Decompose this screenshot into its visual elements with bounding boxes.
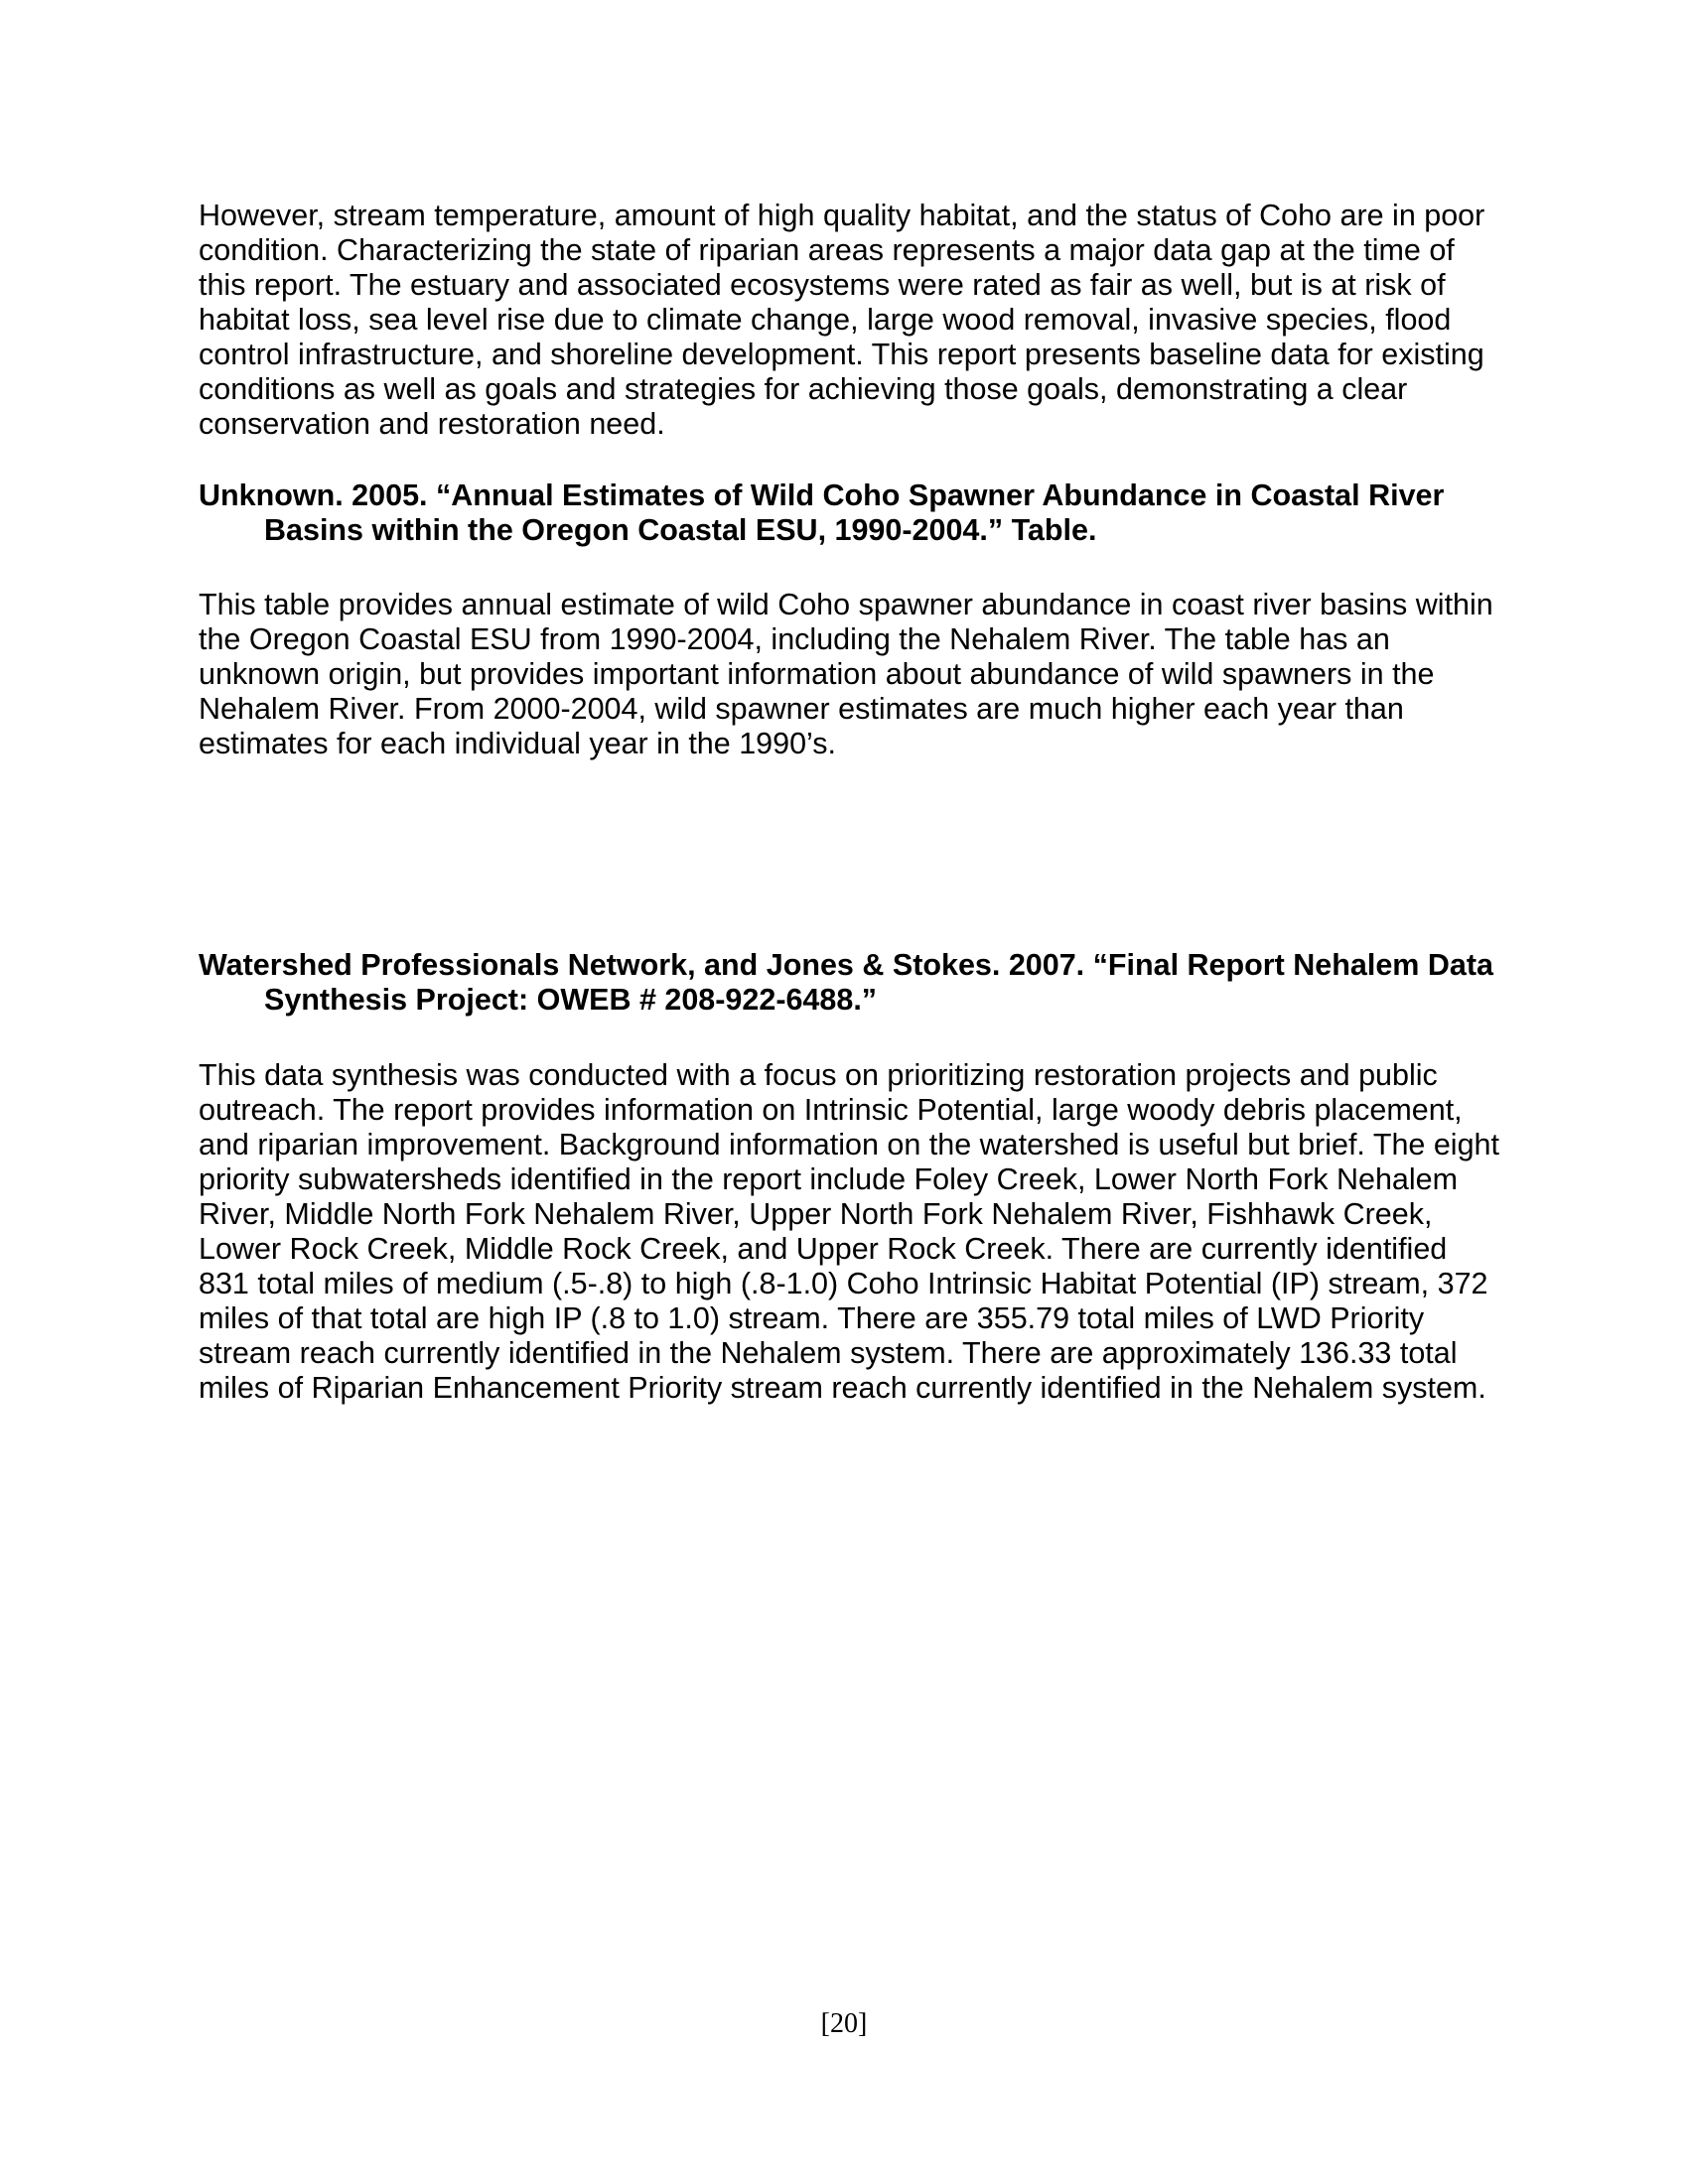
entry-heading-text: Watershed Professionals Network, and Jones & Stokes. 2007. “Final Report Nehalem Data Synthesis Project: OWEB # 208-922-6488.” (199, 948, 1493, 1017)
intro-paragraph-text: However, stream temperature, amount of high quality habitat, and the status of Coho are in poor condition. Characterizing the state of riparian areas represents a major data gap at the time of this report. The estuary and associated ecosystems were rated as fair as well, but is at risk of habitat loss, sea level rise due to climate change, large wood removal, invasive species, flood control infrastructure, and shoreline development. This report presents baseline data for existing conditions as well as goals and strategies for achieving those goals, demonstrating a clear conservation and restoration need. (199, 199, 1485, 441)
page-number: [20] (820, 2008, 868, 2039)
entry-heading-text: Unknown. 2005. “Annual Estimates of Wild Coho Spawner Abundance in Coastal River Basins within the Oregon Coastal ESU, 1990-2004.” Table. (199, 478, 1445, 547)
entry-heading-wpn-2007 (199, 948, 1499, 1018)
entry-heading-unknown-2005 (199, 478, 1499, 548)
entry-body-unknown-2005 (199, 588, 1499, 761)
entry-body-wpn-2007 (199, 1058, 1499, 1406)
intro-paragraph (199, 199, 1499, 442)
entry-body-text: This table provides annual estimate of wild Coho spawner abundance in coast river basins within the Oregon Coastal ESU from 1990-2004, including the Nehalem River. The table has an unknown origin, but provides important information about abundance of wild spawners in the Nehalem River. From 2000-2004, wild spawner estimates are much higher each year than estimates for each individual year in the 1990’s. (199, 588, 1493, 760)
entry-body-text: This data synthesis was conducted with a focus on prioritizing restoration projects and public outreach. The report provides information on Intrinsic Potential, large woody debris placement, and riparian improvement. Background information on the watershed is useful but brief. The eight priority subwatersheds identified in the report include Foley Creek, Lower North Fork Nehalem River, Middle North Fork Nehalem River, Upper North Fork Nehalem River, Fishhawk Creek, Lower Rock Creek, Middle Rock Creek, and Upper Rock Creek. There are currently identified 831 total miles of medium (.5-.8) to high (.8-1.0) Coho Intrinsic Habitat Potential (IP) stream, 372 miles of that total are high IP (.8 to 1.0) stream. There are 355.79 total miles of LWD Priority stream reach currently identified in the Nehalem system. There are approximately 136.33 total miles of Riparian Enhancement Priority stream reach currently identified in the Nehalem system. (199, 1058, 1499, 1405)
